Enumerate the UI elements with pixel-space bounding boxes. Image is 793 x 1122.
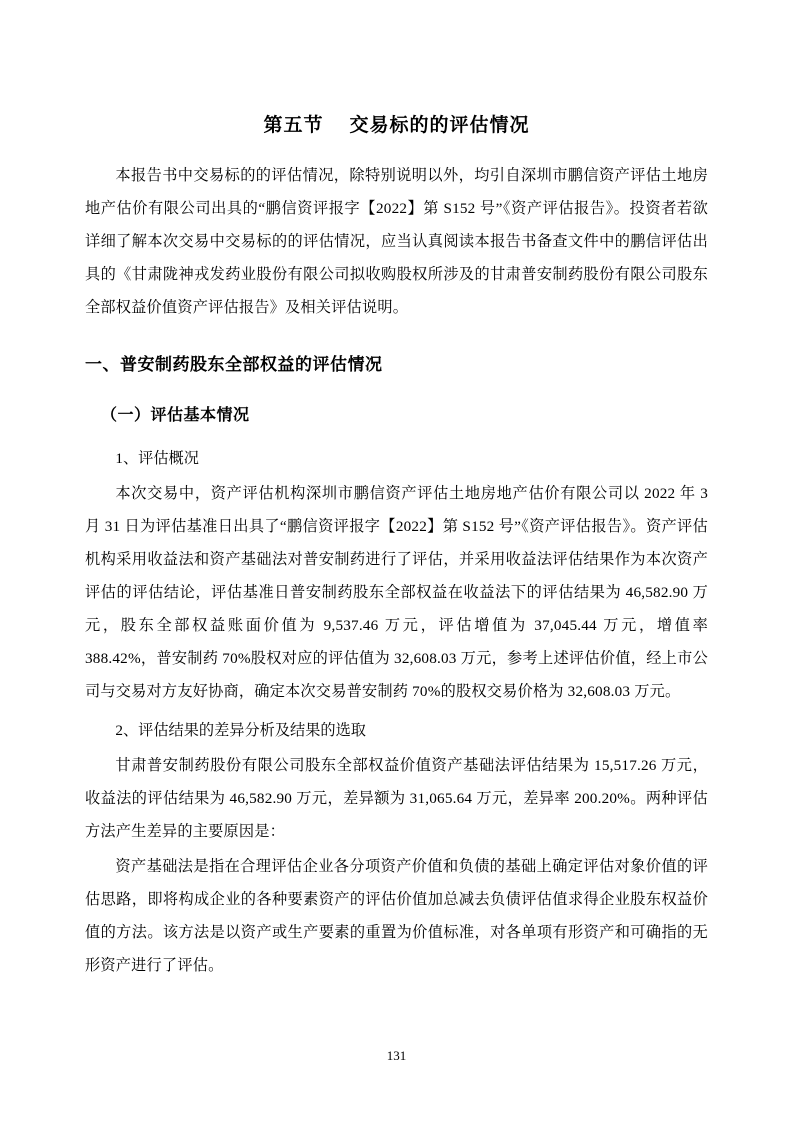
- item-heading-2: 2、评估结果的差异分析及结果的选取: [115, 722, 366, 739]
- item-heading-1: 1、评估概况: [115, 450, 199, 467]
- page-title: [85, 110, 708, 137]
- page-title-text: 交易标的的评估情况: [349, 115, 530, 136]
- item-1-paragraph: 本次交易中，资产评估机构深圳市鹏信资产评估土地房地产估价有限公司以 2022 年 3 月 31 日为评估基准日出具了“鹏信资评报字【2022】第 S152 号”《资产评估报告》。资产评估机构采用收益法和资产基础法对普安制药进行了评估，并采用收益法评估结果作为本次资产评估的评估结论，评估基准日普安制药股东全部权益在收益法下的评估结果为 46,582.90 万元，股东全部权益账面价值为 9,537.46 万元，评估增值为 37,045.44 万元，增值率 388.42%，普安制药 70%股权对应的评估值为 32,608.03 万元，参考上述评估价值，经上市公司与交易对方友好协商，确定本次交易普安制药 70%的股权交易价格为 32,608.03 万元。: [85, 485, 708, 700]
- section-heading-one: 一、普安制药股东全部权益的评估情况: [85, 355, 383, 374]
- item-2-paragraph-2: 资产基础法是指在合理评估企业各分项资产价值和负债的基础上确定评估对象价值的评估思路，即将构成企业的各种要素资产的评估价值加总减去负债评估值求得企业股东权益价值的方法。该方法是以资产或生产要素的重置为价值标准，对各单项有形资产和可确指的无形资产进行了评估。: [85, 858, 708, 974]
- item-2-paragraph-1: 甘肃普安制药股份有限公司股东全部权益价值资产基础法评估结果为 15,517.26 万元，收益法的评估结果为 46,582.90 万元，差异额为 31,065.64 万元，差异率 200.20%。两种评估方法产生差异的主要原因是：: [85, 757, 708, 840]
- intro-paragraph: 本报告书中交易标的的评估情况，除特别说明以外，均引自深圳市鹏信资产评估土地房地产估价有限公司出具的“鹏信资评报字【2022】第 S152 号”《资产评估报告》。投资者若欲详细了解本次交易中交易标的的评估情况，应当认真阅读本报告书备查文件中的鹏信评估出具的《甘肃陇神戎发药业股份有限公司拟收购股权所涉及的甘肃普安制药股份有限公司股东全部权益价值资产评估报告》及相关评估说明。: [85, 167, 708, 316]
- subsection-heading-one: （一）评估基本情况: [101, 407, 250, 424]
- page-title-section: 第五节: [263, 115, 324, 136]
- page-number: 131: [386, 1048, 407, 1063]
